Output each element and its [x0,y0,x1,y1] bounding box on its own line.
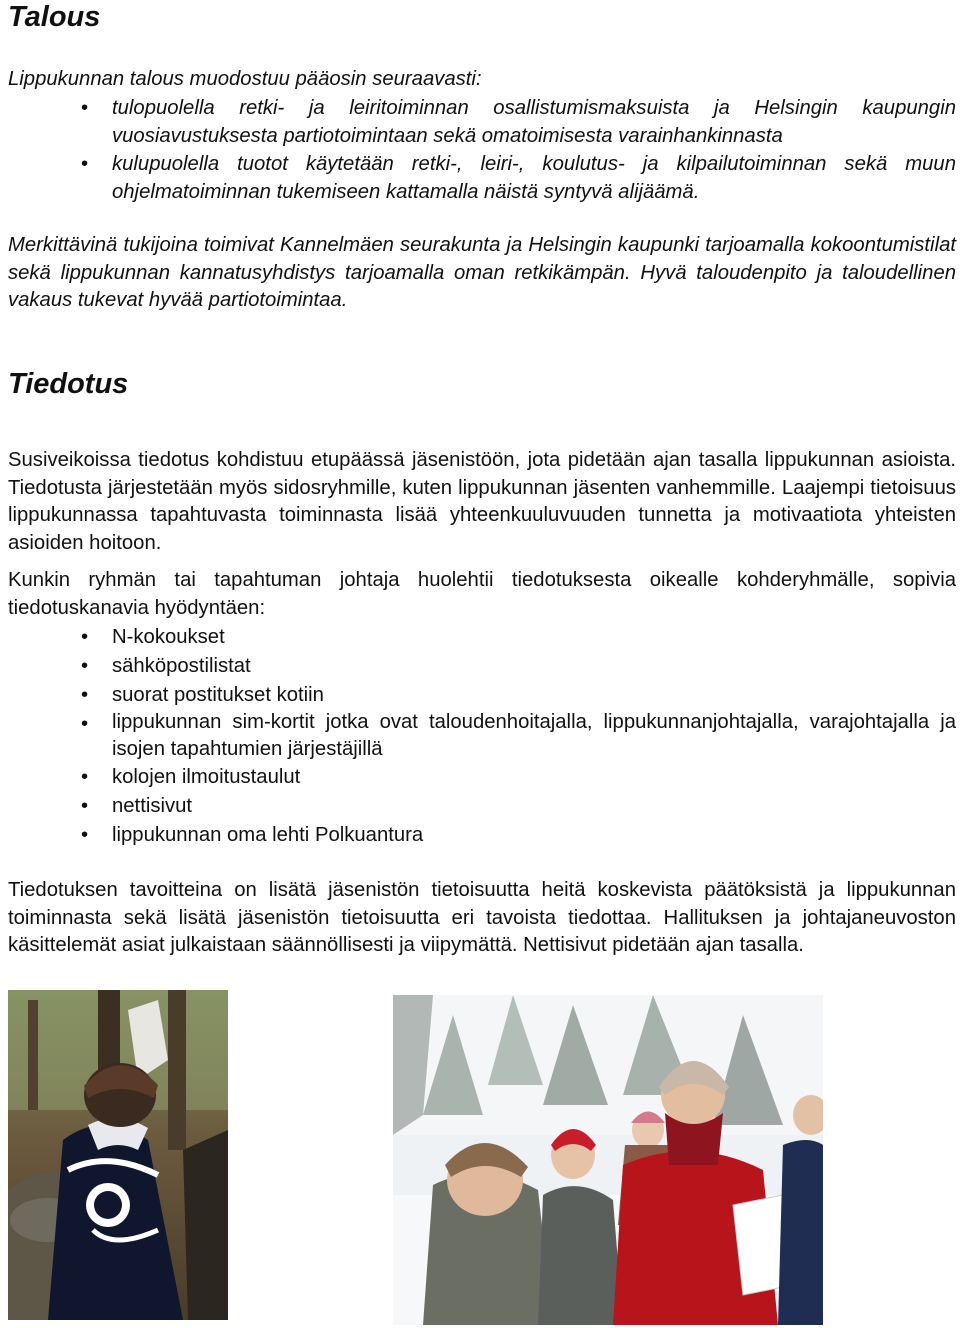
bullet-icon: • [81,823,89,846]
list-item: • nettisivut [8,792,956,821]
scout-jacket-illustration [8,990,228,1320]
list-item: • sähköpostilistat [8,652,956,681]
section-heading-tiedotus: Tiedotus [8,368,129,400]
scout-jacket-photo [8,990,228,1320]
tiedotus-channel-list [8,623,956,850]
list-item: • N-kokoukset [8,623,956,652]
scouts-winter-illustration [393,995,823,1325]
tiedotus-paragraph-1: Susiveikoissa tiedotus kohdistuu etupäässä jäsenistöön, jota pidetään ajan tasalla lippukunnan asioista. Tiedotusta järjestetään myös sidosryhmille, kuten lippukunnan jäsenten vanhemmille. Laajempi tietoisuus lippukunnassa tapahtuvasta toiminnasta lisää yhteenkuuluvuuden tunnetta ja motivaatiota yhteisten asioiden hoitoon. [8,449,956,554]
bullet-icon: • [81,683,89,706]
list-item: • lippukunnan sim-kortit jotka ovat taloudenhoitajalla, lippukunnanjohtajalla, varajohtajalla ja isojen tapahtumien järjestäjillä [81,711,956,761]
tiedotus-paragraph-2: Kunkin ryhmän tai tapahtuman johtaja huolehtii tiedotuksesta oikealle kohderyhmälle, sopivia tiedotuskanavia hyödyntäen: [8,569,956,619]
list-item: • suorat postitukset kotiin [8,681,956,710]
list-item: • tulopuolella retki- ja leiritoiminnan osallistumismaksuista ja Helsingin kaupungin vuosiavustuksesta partiotoimintaan sekä omatoimisesta varainhankinnasta [8,94,956,150]
bullet-icon: • [81,713,89,736]
bullet-icon: • [81,97,89,119]
bullet-icon: • [81,654,89,677]
list-item: • lippukunnan oma lehti Polkuantura [8,821,956,850]
bullet-icon: • [81,766,89,789]
talous-list [8,94,956,206]
bullet-icon: • [81,626,89,648]
list-item: • kulupuolella tuotot käytetään retki-, leiri-, koulutus- ja kilpailutoiminnan sekä muun ohjelmatoiminnan tukemiseen kattamalla näistä syntyvä alijäämä. [8,150,956,206]
bullet-icon: • [81,795,89,818]
section-heading-talous: Talous [8,1,101,33]
list-item: • kolojen ilmoitustaulut [8,763,956,792]
tiedotus-paragraph-3: Tiedotuksen tavoitteina on lisätä jäsenistön tietoisuutta heitä koskevista päätöksistä ja lippukunnan toiminnasta sekä lisätä jäsenistön tietoisuutta eri tavoista tiedottaa. Hallituksen ja johtajaneuvoston käsittelemät asiat julkaistaan säännöllisesti ja viipymättä. Nettisivut pidetään ajan tasalla. [8,879,956,956]
scouts-winter-photo [393,995,823,1325]
talous-intro: Lippukunnan talous muodostuu pääosin seuraavasti: [8,68,482,90]
bullet-icon: • [81,153,89,175]
talous-paragraph: Merkittävinä tukijoina toimivat Kannelmäen seurakunta ja Helsingin kaupunki tarjoamalla kokoontumistilat sekä lippukunnan kannatusyhdistys tarjoamalla oman retkikämpän. Hyvä taloudenpito ja taloudellinen vakaus tukevat hyvää partiotoimintaa. [8,234,956,311]
